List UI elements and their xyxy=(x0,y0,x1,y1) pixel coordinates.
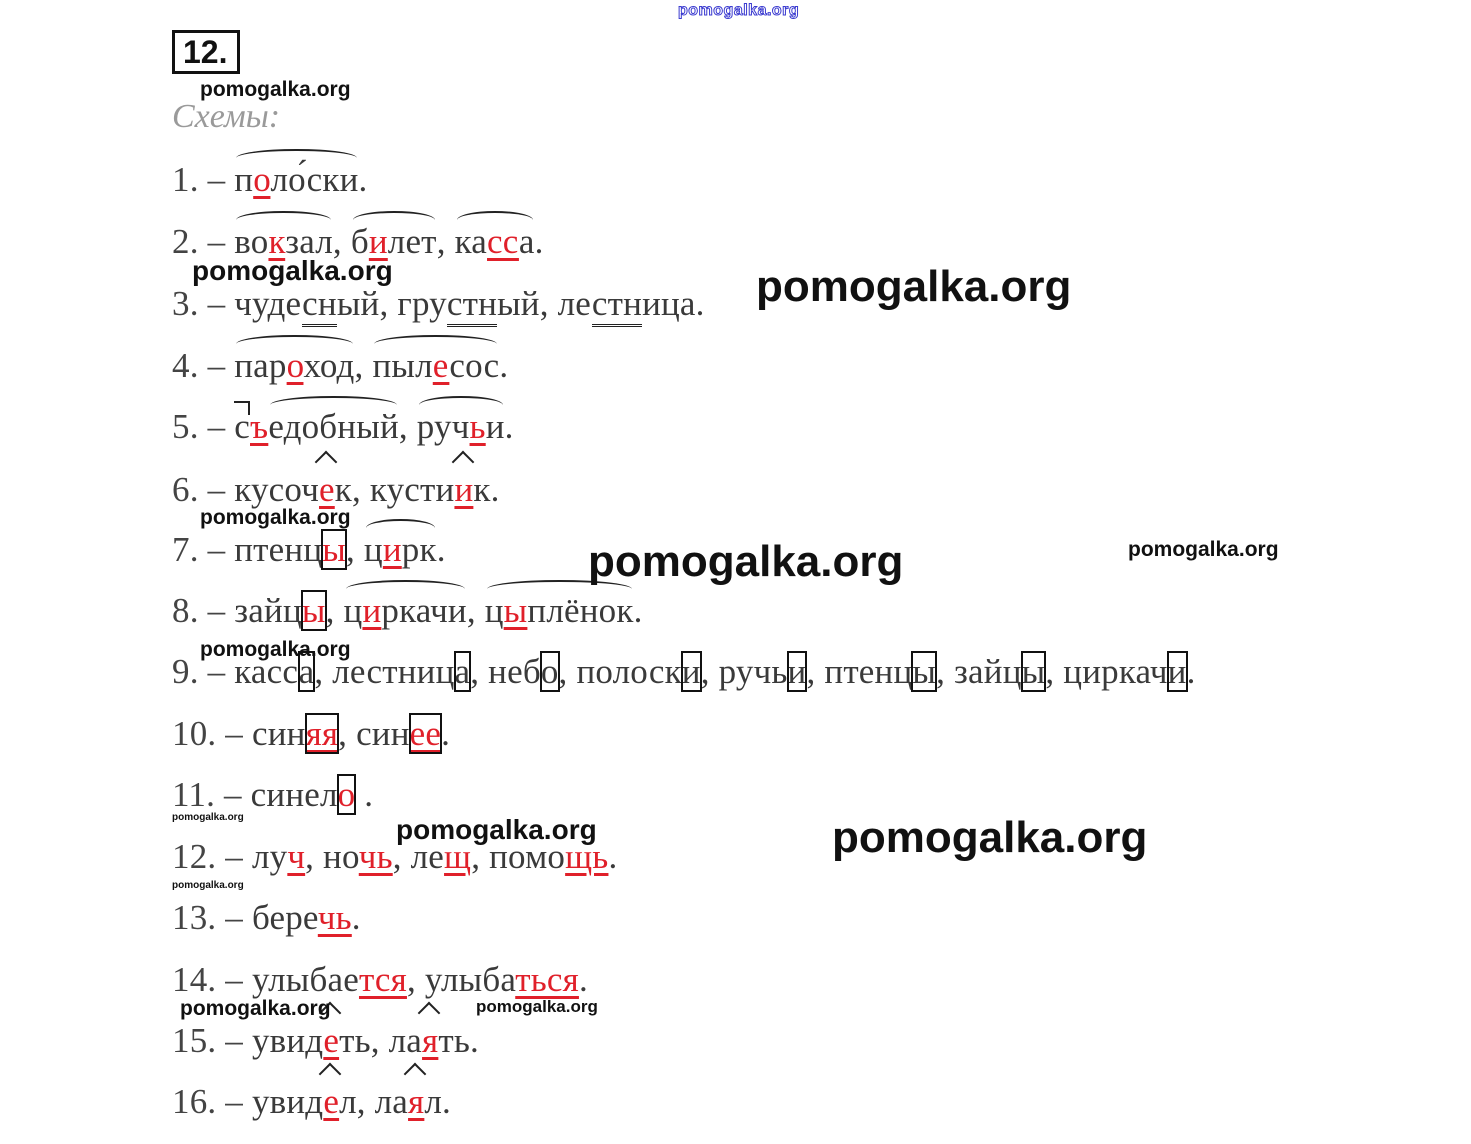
task-number: 12. xyxy=(172,30,240,74)
line-index: 9. – xyxy=(172,652,235,691)
schema-line-12: 12. – луч, ночь, лещ, помощь. xyxy=(172,837,618,876)
line-index: 2. – xyxy=(172,222,235,261)
schema-line-4: 4. – пароход, пылесос. xyxy=(172,346,509,385)
schema-line-10: 10. – синяя, синее. xyxy=(172,714,451,753)
schema-line-15: 15. – увидеть, лаять. xyxy=(172,1021,479,1060)
schema-line-16: 16. – увидел, лаял. xyxy=(172,1082,451,1121)
line-index: 6. – xyxy=(172,470,235,509)
line-index: 14. – xyxy=(172,960,252,999)
schema-line-5: 5. – съедобный, ручьи. xyxy=(172,407,514,446)
line-index: 16. – xyxy=(172,1082,252,1121)
schema-line-9: 9. – касса, лестница, небо, полоски, ручьи, птенцы, зайцы, циркачи. xyxy=(172,652,1196,691)
watermark: pomogalka.org xyxy=(1128,538,1279,561)
watermark: pomogalka.org xyxy=(180,997,331,1020)
watermark: pomogalka.org xyxy=(200,78,351,101)
watermark: pomogalka.org xyxy=(396,814,597,845)
line-index: 4. – xyxy=(172,346,235,385)
watermark: pomogalka.org xyxy=(172,812,244,823)
watermark: pomogalka.org xyxy=(588,537,904,586)
watermark: pomogalka.org xyxy=(756,262,1072,311)
line-index: 13. – xyxy=(172,898,252,937)
watermark: pomogalka.org xyxy=(172,880,244,891)
line-index: 1. – xyxy=(172,160,235,199)
top-watermark: pomogalka.org xyxy=(678,2,800,19)
schema-line-13: 13. – беречь. xyxy=(172,898,361,937)
watermark: pomogalka.org xyxy=(476,997,598,1016)
schema-line-14: 14. – улыбается, улыбаться. xyxy=(172,960,588,999)
line-index: 10. – xyxy=(172,714,252,753)
schema-label: Схемы: xyxy=(172,98,281,135)
schema-line-1: 1. – поло́ски. xyxy=(172,160,368,199)
line-index: 15. – xyxy=(172,1021,252,1060)
schema-line-8: 8. – зайцы, циркачи, цыплёнок. xyxy=(172,591,643,630)
schema-line-11: 11. – синело . xyxy=(172,775,374,814)
schema-line-6: 6. – кусочек, кустиик. xyxy=(172,470,500,509)
schema-line-3: 3. – чудесный, грустный, лестница. xyxy=(172,284,705,324)
schema-line-2: 2. – вокзал, билет, касса. xyxy=(172,222,544,261)
watermark: pomogalka.org xyxy=(200,506,351,529)
line-index: 11. – xyxy=(172,775,251,814)
line-index: 12. – xyxy=(172,837,252,876)
watermark: pomogalka.org xyxy=(192,255,393,286)
watermark: pomogalka.org xyxy=(200,638,351,661)
watermark: pomogalka.org xyxy=(832,813,1148,862)
line-index: 5. – xyxy=(172,407,235,446)
line-index: 7. – xyxy=(172,530,235,569)
line-index: 3. – xyxy=(172,284,235,323)
line-index: 8. – xyxy=(172,591,235,630)
schema-line-7: 7. – птенцы, цирк. xyxy=(172,530,446,569)
